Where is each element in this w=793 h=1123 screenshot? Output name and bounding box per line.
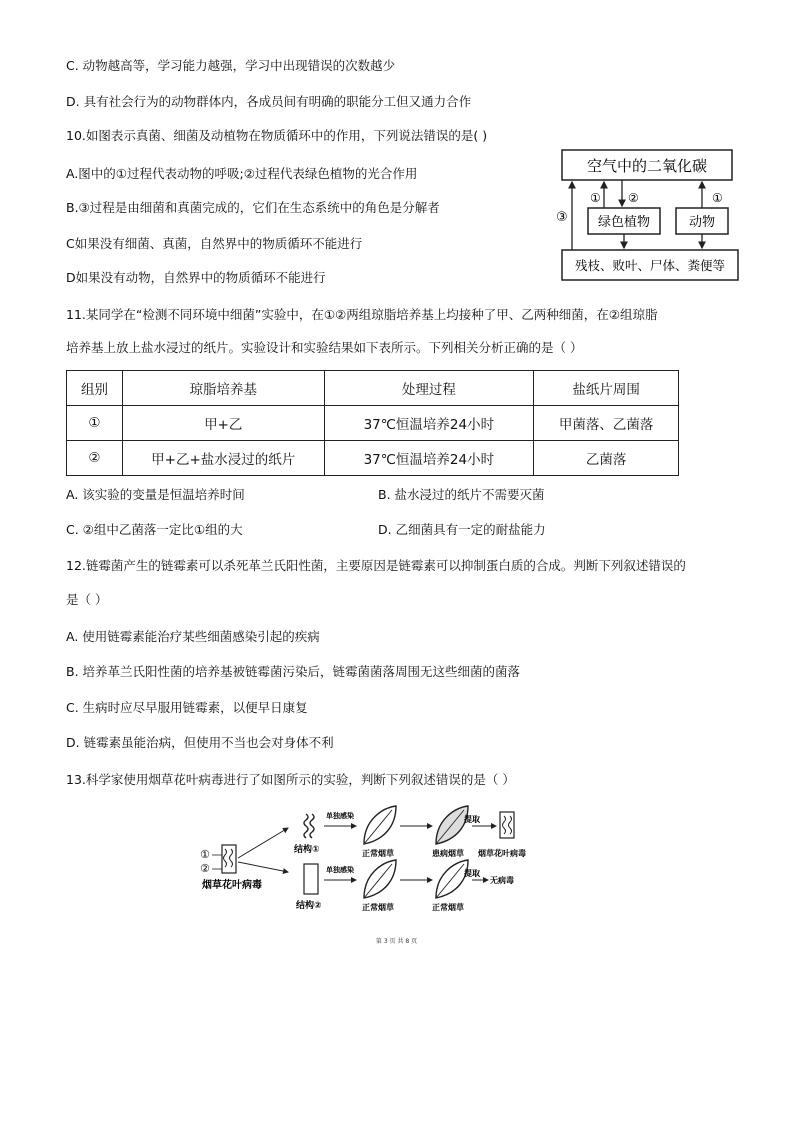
mark-1: ① bbox=[200, 848, 210, 861]
table-cell: 甲+乙+盐水浸过的纸片 bbox=[122, 441, 324, 476]
table-cell: 甲菌落、乙菌落 bbox=[534, 406, 679, 441]
q10-option-a: A.图中的①过程代表动物的呼吸;②过程代表绿色植物的光合作用 bbox=[66, 166, 418, 181]
table-header: 盐纸片周围 bbox=[534, 371, 679, 406]
q11-option-a: A. 该实验的变量是恒温培养时间 bbox=[66, 487, 245, 502]
table-cell: ① bbox=[67, 406, 123, 441]
carbon-cycle-diagram bbox=[552, 146, 742, 286]
table-cell: 37℃恒温培养24小时 bbox=[324, 406, 534, 441]
leaf-normal-top-label: 正常烟草 bbox=[362, 849, 394, 858]
infect-label-top: 单独感染 bbox=[326, 812, 354, 820]
q12-option-d: D. 链霉素虽能治病，但使用不当也会对身体不利 bbox=[66, 735, 334, 750]
result-bottom-label: 无病毒 bbox=[490, 876, 514, 885]
q11-option-b: B. 盐水浸过的纸片不需要灭菌 bbox=[378, 487, 545, 502]
q11-option-d: D. 乙细菌具有一定的耐盐能力 bbox=[378, 522, 546, 537]
table-header-row bbox=[67, 371, 679, 406]
structure-1-label: 结构① bbox=[294, 845, 320, 855]
leaf-normal-bottom2-label: 正常烟草 bbox=[432, 903, 464, 912]
plant-box-label: 绿色植物 bbox=[597, 215, 651, 230]
rna-strand-icon bbox=[304, 814, 308, 838]
label-2: ② bbox=[628, 191, 639, 205]
table-row bbox=[67, 406, 679, 441]
q11-stem-line2: 培养基上放上盐水浸过的纸片。实验设计和实验结果如下表所示。下列相关分析正确的是（ ） bbox=[66, 340, 583, 355]
infect-label-bottom: 单独感染 bbox=[326, 866, 354, 874]
q13-stem: 13.科学家使用烟草花叶病毒进行了如图所示的实验，判断下列叙述错误的是（ ） bbox=[66, 772, 515, 787]
mark-2: ② bbox=[200, 862, 210, 875]
label-1-left: ① bbox=[590, 191, 601, 205]
table-row bbox=[67, 441, 679, 476]
q12-option-c: C. 生病时应尽早服用链霉素，以便早日康复 bbox=[66, 700, 308, 715]
animal-box-label: 动物 bbox=[688, 215, 716, 230]
leaf-normal-bottom-label: 正常烟草 bbox=[362, 903, 394, 912]
label-1-right: ① bbox=[712, 191, 723, 205]
co2-box-label: 空气中的二氧化碳 bbox=[586, 157, 708, 175]
experiment-table bbox=[66, 370, 679, 476]
table-header: 琼脂培养基 bbox=[122, 371, 324, 406]
page-footer: 第 3 页 共 8 页 bbox=[375, 938, 418, 945]
q11-option-c: C. ②组中乙菌落一定比①组的大 bbox=[66, 522, 243, 537]
q9-option-d: D. 具有社会行为的动物群体内，各成员间有明确的职能分工但又通力合作 bbox=[66, 94, 472, 109]
q12-option-a: A. 使用链霉素能治疗某些细菌感染引起的疾病 bbox=[66, 629, 320, 644]
extract-top-label: 提取 bbox=[464, 815, 480, 824]
q12-option-b: B. 培养革兰氏阳性菌的培养基被链霉菌污染后，链霉菌菌落周围无这些细菌的菌落 bbox=[66, 664, 521, 679]
q10-stem: 10.如图表示真菌、细菌及动植物在物质循环中的作用，下列说法错误的是( ) bbox=[66, 128, 488, 143]
tmv-experiment-diagram bbox=[196, 800, 546, 918]
q10-option-b: B.③过程是由细菌和真菌完成的，它们在生态系统中的角色是分解者 bbox=[66, 200, 440, 215]
protein-coat-icon bbox=[304, 864, 318, 894]
q9-option-c: C. 动物越高等，学习能力越强，学习中出现错误的次数越少 bbox=[66, 58, 396, 73]
leaf-diseased-label: 患病烟草 bbox=[432, 849, 464, 858]
structure-2-label: 结构② bbox=[296, 901, 322, 911]
q10-option-c: C如果没有细菌、真菌，自然界中的物质循环不能进行 bbox=[66, 236, 363, 251]
label-3: ③ bbox=[556, 210, 568, 225]
table-cell: 37℃恒温培养24小时 bbox=[324, 441, 534, 476]
result-top-label: 烟草花叶病毒 bbox=[478, 849, 526, 858]
virus-label: 烟草花叶病毒 bbox=[202, 880, 262, 891]
table-cell: 乙菌落 bbox=[534, 441, 679, 476]
table-cell: 甲+乙 bbox=[122, 406, 324, 441]
q12-stem-line1: 12.链霉菌产生的链霉素可以杀死革兰氏阳性菌，主要原因是链霉素可以抑制蛋白质的合成。判断下列叙述错误的 bbox=[66, 558, 686, 573]
extract-bottom-label: 提取 bbox=[464, 869, 480, 878]
table-cell: ② bbox=[67, 441, 123, 476]
q10-option-d: D如果没有动物，自然界中的物质循环不能进行 bbox=[66, 270, 326, 285]
q12-stem-line2: 是（ ） bbox=[66, 592, 108, 607]
table-header: 组别 bbox=[67, 371, 123, 406]
remains-box-label: 残枝、败叶、尸体、粪便等 bbox=[574, 258, 726, 273]
q11-stem-line1: 11.某同学在“检测不同环境中细菌”实验中，在①②两组琼脂培养基上均接种了甲、乙两种细菌，在②组琼脂 bbox=[66, 307, 658, 322]
table-header: 处理过程 bbox=[324, 371, 534, 406]
